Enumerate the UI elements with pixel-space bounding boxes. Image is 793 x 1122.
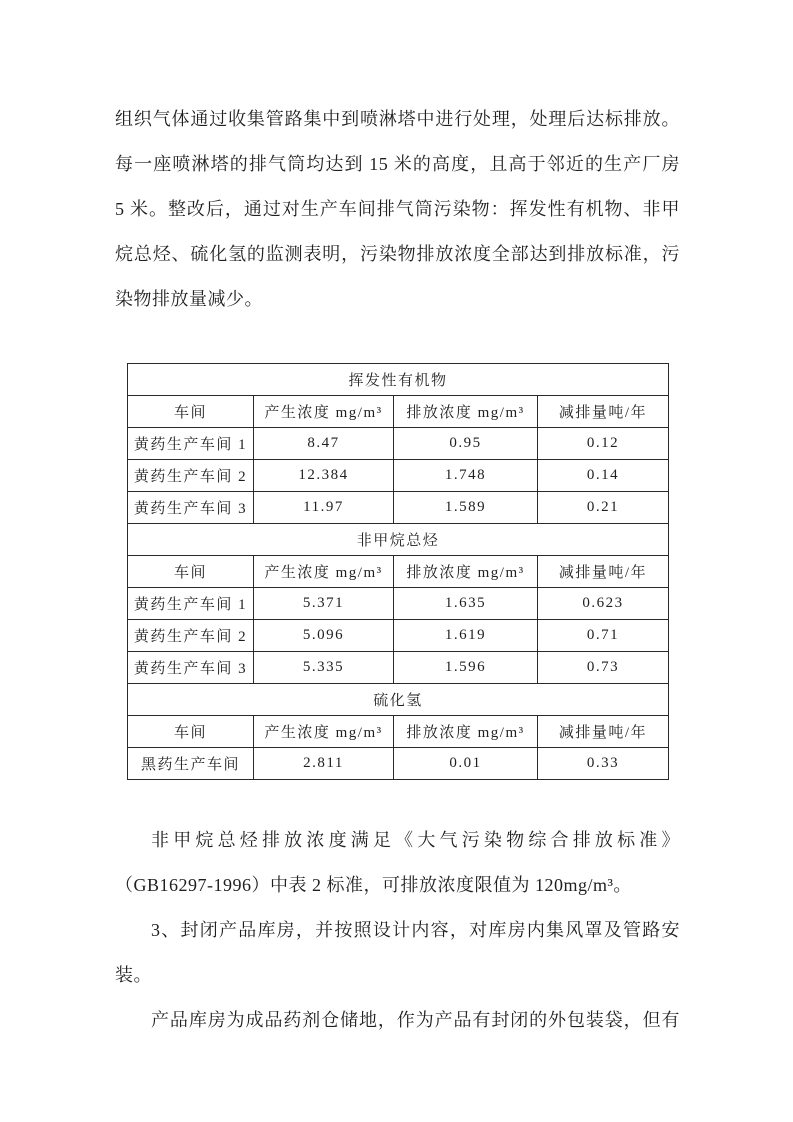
paragraph-line: 组织气体通过收集管路集中到喷淋塔中进行处理，处理后达标排放。 (115, 109, 680, 129)
table-section-title: 非甲烷总烃 (128, 524, 669, 556)
table-section-title: 硫化氢 (128, 684, 669, 716)
table-cell: 0.14 (538, 460, 669, 492)
table-cell: 5.335 (254, 652, 394, 684)
table-row (128, 620, 669, 652)
table-row (128, 748, 669, 780)
table-cell: 11.97 (254, 492, 394, 524)
table-header-cell: 减排量吨/年 (538, 716, 669, 748)
table-cell: 1.596 (394, 652, 538, 684)
table-cell: 0.73 (538, 652, 669, 684)
table-cell: 黄药生产车间 2 (128, 460, 254, 492)
table-cell: 0.33 (538, 748, 669, 780)
paragraph-line: 烷总烃、硫化氢的监测表明，污染物排放浓度全部达到排放标准，污 (115, 244, 680, 264)
table-header-row (128, 396, 669, 428)
table-cell: 1.748 (394, 460, 538, 492)
emissions-table (127, 363, 669, 780)
table-header-cell: 排放浓度 mg/m³ (394, 716, 538, 748)
table-header-row (128, 716, 669, 748)
table-cell: 0.01 (394, 748, 538, 780)
paragraph-line: 装。 (115, 965, 152, 985)
table-cell: 0.12 (538, 428, 669, 460)
table-row (128, 588, 669, 620)
table-row (128, 460, 669, 492)
table-cell: 5.371 (254, 588, 394, 620)
paragraph-line: 染物排放量减少。 (115, 289, 263, 309)
table-header-cell: 减排量吨/年 (538, 556, 669, 588)
table-cell: 黄药生产车间 3 (128, 652, 254, 684)
table-header-cell: 产生浓度 mg/m³ (254, 396, 394, 428)
table-cell: 1.589 (394, 492, 538, 524)
table-header-cell: 车间 (128, 396, 254, 428)
table-cell: 8.47 (254, 428, 394, 460)
table-header-cell: 产生浓度 mg/m³ (254, 716, 394, 748)
table-row (128, 652, 669, 684)
table-cell: 1.619 (394, 620, 538, 652)
paragraph-line: 非甲烷总烃排放浓度满足《大气污染物综合排放标准》 (151, 830, 680, 850)
table-section-title-row (128, 684, 669, 716)
table-section-title: 挥发性有机物 (128, 364, 669, 396)
table-cell: 黄药生产车间 2 (128, 620, 254, 652)
table-section-title-row (128, 364, 669, 396)
closing-paragraphs (115, 818, 680, 1043)
paragraph-line: 产品库房为成品药剂仓储地，作为产品有封闭的外包装袋，但有 (151, 1010, 680, 1030)
table-cell: 0.21 (538, 492, 669, 524)
table-cell: 0.623 (538, 588, 669, 620)
table-header-cell: 排放浓度 mg/m³ (394, 396, 538, 428)
table-cell: 12.384 (254, 460, 394, 492)
table-header-cell: 产生浓度 mg/m³ (254, 556, 394, 588)
table-header-cell: 排放浓度 mg/m³ (394, 556, 538, 588)
table-row (128, 428, 669, 460)
table-cell: 黑药生产车间 (128, 748, 254, 780)
paragraph-line: 每一座喷淋塔的排气筒均达到 15 米的高度，且高于邻近的生产厂房 (115, 154, 680, 174)
intro-paragraph (115, 97, 680, 322)
table-cell: 1.635 (394, 588, 538, 620)
table-cell: 黄药生产车间 1 (128, 428, 254, 460)
table-section-title-row (128, 524, 669, 556)
table-cell: 5.096 (254, 620, 394, 652)
table-cell: 黄药生产车间 3 (128, 492, 254, 524)
table-cell: 2.811 (254, 748, 394, 780)
paragraph-line: 3、封闭产品库房，并按照设计内容，对库房内集风罩及管路安 (151, 920, 680, 940)
table-header-cell: 减排量吨/年 (538, 396, 669, 428)
table-header-cell: 车间 (128, 556, 254, 588)
table-cell: 0.71 (538, 620, 669, 652)
table-header-cell: 车间 (128, 716, 254, 748)
table-cell: 0.95 (394, 428, 538, 460)
paragraph-line: 5 米。整改后，通过对生产车间排气筒污染物：挥发性有机物、非甲 (115, 199, 680, 219)
paragraph-line: （GB16297-1996）中表 2 标准，可排放浓度限值为 120mg/m³。 (115, 875, 632, 895)
table-row (128, 492, 669, 524)
table-cell: 黄药生产车间 1 (128, 588, 254, 620)
table-header-row (128, 556, 669, 588)
